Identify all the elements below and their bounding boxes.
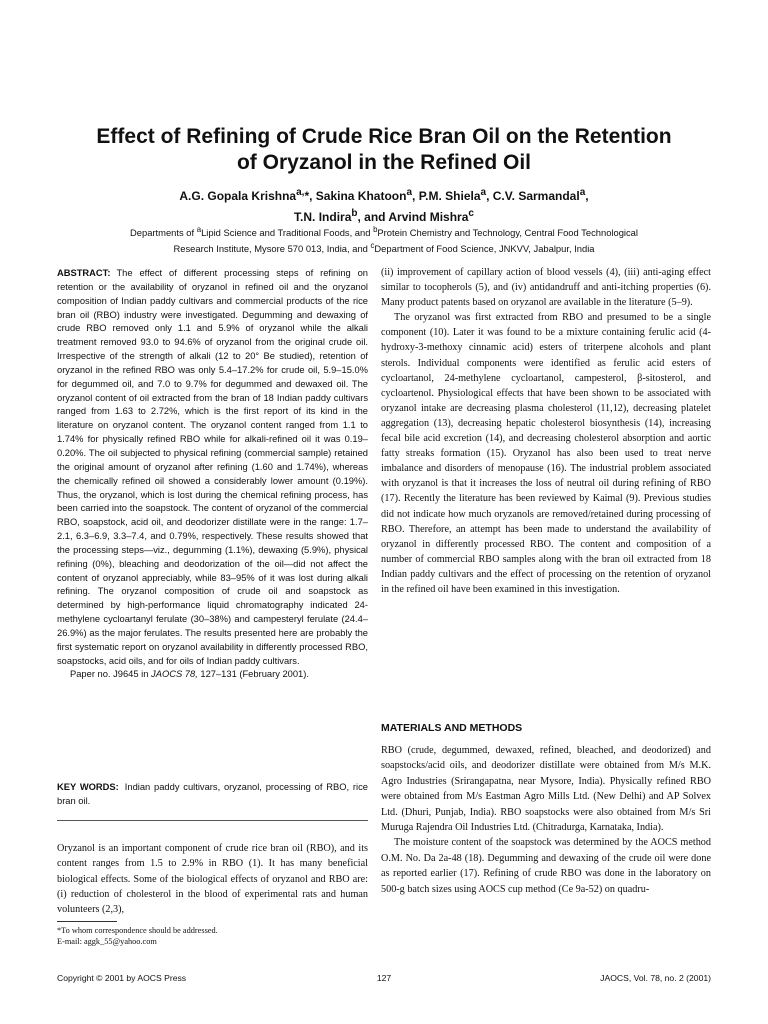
abstract-divider xyxy=(57,820,368,821)
authors-line-1: A.G. Gopala Krishna$^{a,}$*, Sakina Khatoon$^a$, P.M. Shiela$^a$, C.V. Sarmandal$^a$, xyxy=(179,187,589,203)
keywords-text: Indian paddy cultivars, oryzanol, processing of RBO, rice bran oil. xyxy=(57,782,368,806)
affiliations xyxy=(60,224,708,255)
footer-page-number: 127 xyxy=(376,973,392,983)
footnote-email: E-mail: aggk_55@yahoo.com xyxy=(57,937,157,947)
right-column xyxy=(381,265,711,597)
title-line-1: Effect of Refining of Crude Rice Bran Oil on the Retention xyxy=(96,125,672,148)
footer-journal: JAOCS, Vol. 78, no. 2 (2001) xyxy=(600,973,711,983)
right-paragraph-1: (ii) improvement of capillary action of blood vessels (4), (iii) anti-aging effect similar to tocopherols (5), and (iv) antidandruff and anti-itching properties (6). Many product patents based on oryzanol are available in the literature (5–9). xyxy=(381,267,711,309)
keywords xyxy=(57,781,368,809)
paper-citation: Paper no. J9645 in JAOCS 78, 127–131 (February 2001). xyxy=(70,669,309,680)
footnote-rule xyxy=(57,921,117,922)
abstract-block xyxy=(57,267,368,682)
methods-paragraph-1: RBO (crude, degummed, dewaxed, refined, bleached, and deodorized) and soapstocks/acid oils, and deodorizer distillate were obtained from M/s M.K. Agro Industries (Srirangapatna, near Mysore, India). Physically refined RBO were obtained from M/s Eastman Agro Mills Ltd. (New Delhi) and AP Solvex Ltd. (Dhuri, Punjab, India). RBO soapstocks were also obtained from M/s Sri Muruga Rajendra Oil Industries Ltd. (Chitradurga, Karnataka, India). xyxy=(381,745,711,834)
introduction-text: Oryzanol is an important component of crude rice bran oil (RBO), and its content ranges from 1.5 to 2.9% in RBO (1). It has many beneficial biological effects. Some of the biological effects of oryzanol and RBO are: (i) reduction of cholesterol in the blood of experimental rats and human volunteers (2,3), xyxy=(57,843,368,916)
abstract-text: The effect of different processing steps of refining on retention or the availability of oryzanol in refined oil and the oryzanol composition of Indian paddy cultivars and commercial products of the rice bran oil (RBO) industry were investigated. Degumming and dewaxing of crude RBO removed only 1.1 and 5.9% of oryzanol while the alkali treatment removed 93.0 to 94.6% of oryzanol from the original crude oil. Irrespective of the strength of alkali (12 to 20° Be studied), retention of oryzanol in the refined RBO was only 5.4–17.2% for crude oil, 5.9–15.0% for degummed oil, and 7.0 to 9.7% for degummed and dewaxed oil. The oryzanol content of oil extracted from the bran of 18 Indian paddy cultivars ranged from 1.63 to 2.72%, which is the first report of its kind in the literature on oryzanol content. The oryzanol content ranged from 1.1 to 1.74% for physically refined RBO while for alkali-refined oil it was 0.19–0.20%. The oil subjected to physical refining (commercial sample) retained the original amount of oryzanol after refining (1.60 and 1.74%), whereas the chemically refined oil showed a considerably lower amount (0.19%). Thus, the oryzanol, which is lost during the chemical refining process, has been carried into the soapstock. The content of oryzanol of the commercial RBO, soapstock, acid oil, and deodorizer distillate were in the range: 1.7–2.1, 6.3–6.9, 3.3–7.4, and 0.79%, respectively. These results showed that the processing steps—viz., degumming (1.1%), dewaxing (5.9%), physical refining (0%), bleaching and deodorization of the oil—did not affect the content of oryzanol appreciably, while 83–95% of it was lost during alkali refining. The oryzanol composition of crude oil and soapstock as determined by high-performance liquid chromatography indicated 24-methylene cycloartanyl ferulate (30–38%) and campesteryl ferulate (24.4–26.9%) as the major ferulates. The results presented here are probably the first systematic report on oryzanol availability in differently processed RBO, soapstocks, acid oils, and for oils of Indian paddy cultivars. xyxy=(57,268,368,666)
footnote-correspondence: *To whom correspondence should be addressed. xyxy=(57,926,218,935)
methods-column xyxy=(381,743,711,897)
abstract-paragraph xyxy=(57,267,368,668)
author-list xyxy=(60,184,708,226)
right-paragraph-2: The oryzanol was first extracted from RBO and presumed to be a single component (10). Later it was found to be a mixture containing ferulic acid (4-hydroxy-3-methoxy cinnamic acid) esters of triterpene alcohols and plant sterols. Individual components were identified as ferulic acid esters of cycloartanol, 24-methylene cycloartanol, campesterol, β-sitosterol, and cycloartenol. Physiological effects that have been shown to be associated with oryzanol intake are decreasing plasma cholesterol (11,12), decreasing platelet aggregation (13), decreasing hepatic cholesterol biosynthesis (14), increasing fecal bile acid excretion (14), and decreasing cholesterol absorption and aortic fatty streaks formation (15). Oryzanol has also been used to treat nerve imbalance and disorders of menopause (16). The industrial problem associated with oryzanol is that it increases the loss of neutral oil during refining of RBO (17). Recently the literature has been reviewed by Kaimal (9). Previous studies did not indicate how much oryzanols are removed/retained during processing of RBO. Therefore, an attempt has been made to understand the availability of oryzanol in differently processed RBO. The content and composition of a number of commercial RBO samples along with the bran oil extracted from 18 Indian paddy cultivars and the effect of processing on the retention of oryzanol in the refined oil have been examined in this investigation. xyxy=(381,312,711,595)
footer-copyright: Copyright © 2001 by AOCS Press xyxy=(57,973,187,983)
methods-paragraph-2: The moisture content of the soapstock was determined by the AOCS method O.M. No. Da 2a-48 (18). Degumming and dewaxing of the crude oil were done as reported earlier (17). Refining of crude RBO was done in the laboratory on 500-g batch sizes using AOCS cup method (Ce 9a-52) on quadru- xyxy=(381,837,711,895)
article-title xyxy=(60,124,708,176)
abstract-label: ABSTRACT: xyxy=(57,268,111,278)
authors-line-2: T.N. Indira$^b$, and Arvind Mishra$^c$ xyxy=(294,208,474,224)
affiliation-line-1: Departments of $^a$Lipid Science and Traditional Foods, and $^b$Protein Chemistry and Technology, Central Food Technological xyxy=(130,225,638,239)
title-line-2: of Oryzanol in the Refined Oil xyxy=(236,151,532,174)
footnote xyxy=(57,925,368,947)
affiliation-line-2: Research Institute, Mysore 570 013, India, and $^c$Department of Food Science, JNKVV, Jabalpur, India xyxy=(173,240,595,254)
section-heading-materials-methods: MATERIALS AND METHODS xyxy=(381,722,523,734)
keywords-label: KEY WORDS: xyxy=(57,782,119,792)
